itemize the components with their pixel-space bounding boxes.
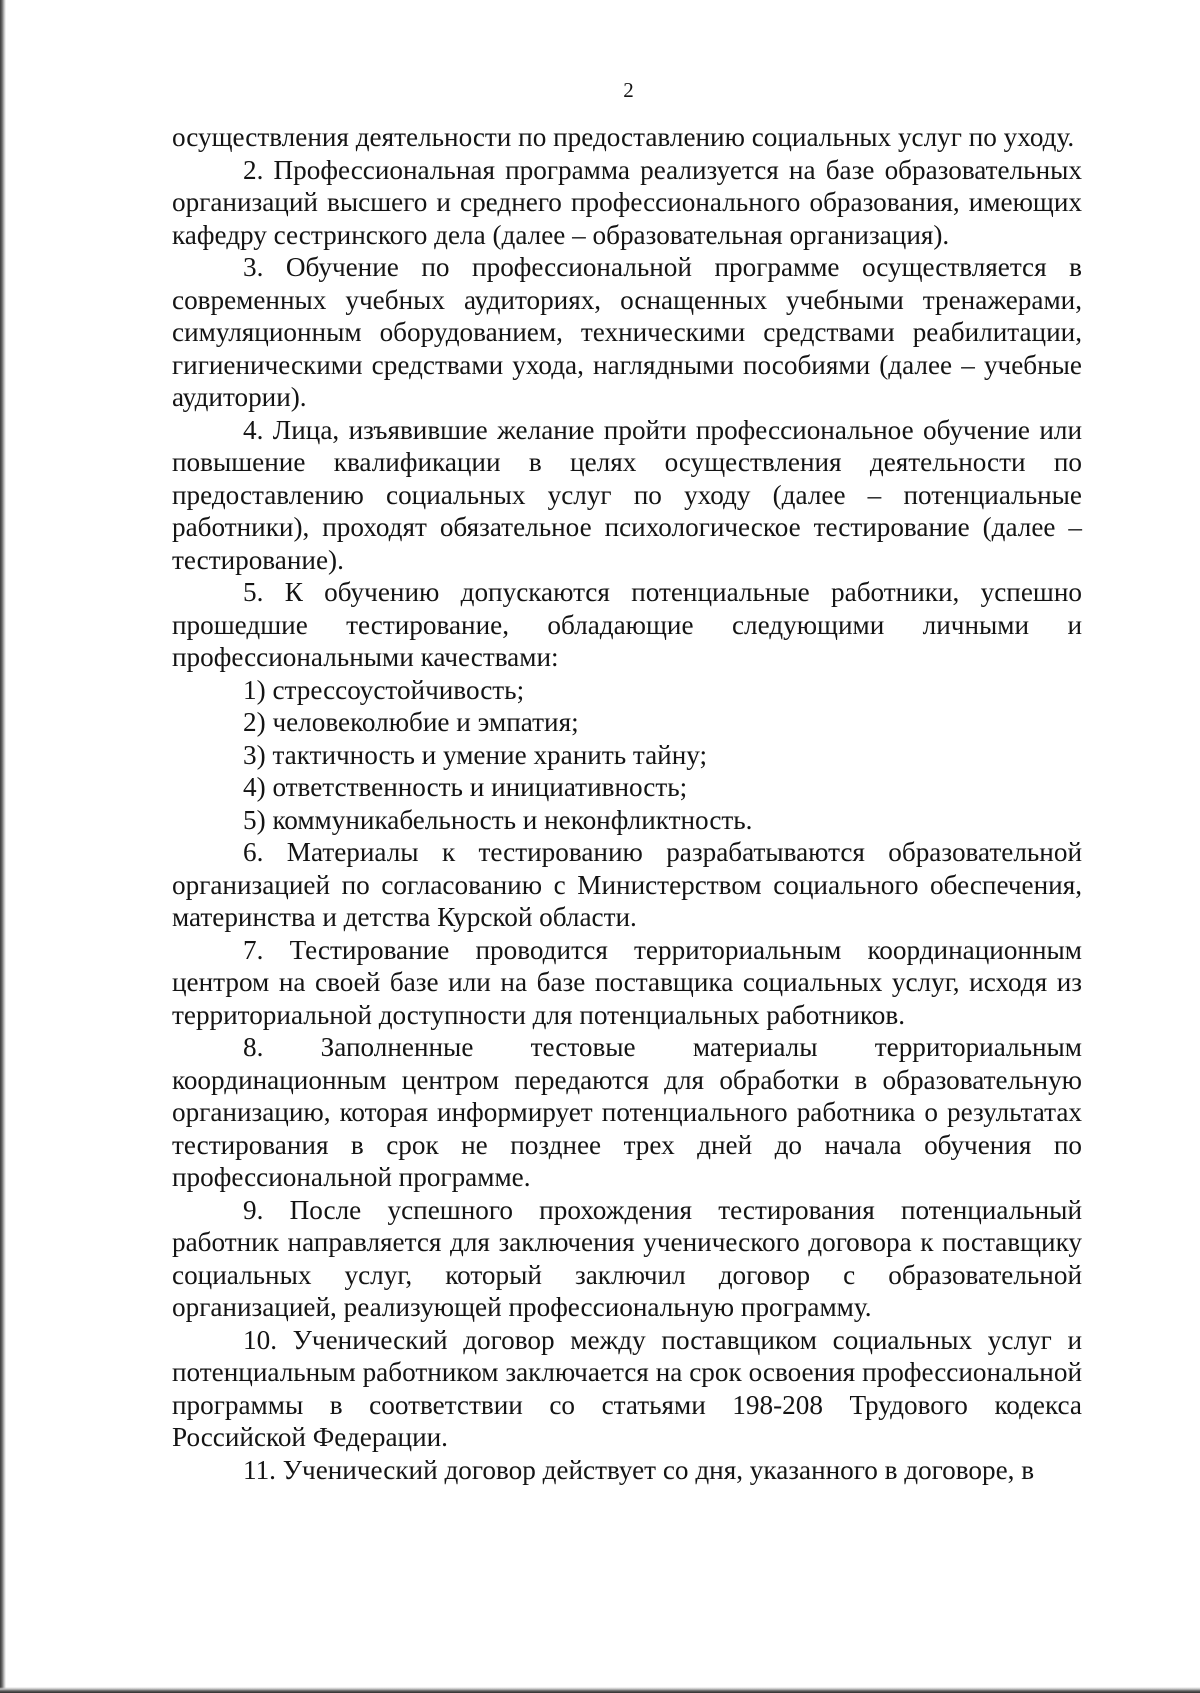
list-item: 2) человеколюбие и эмпатия;	[243, 707, 579, 737]
paragraph-item-3: 3. Обучение по профессиональной программе осуществляется в современных учебных аудиториях, оснащенных учебными тренажерами, симуляционным оборудованием, техническими средствами реабилитации, гигиеническими средствами ухода, наглядными пособиями (далее – учебные аудитории).	[172, 252, 1082, 412]
paragraph-item-2: 2. Профессиональная программа реализуется на базе образовательных организаций высшего и среднего профессионального образования, имеющих кафедру сестринского дела (далее – образовательная организация).	[172, 154, 1082, 250]
paragraph-item-9: 9. После успешного прохождения тестирования потенциальный работник направляется для заключения ученического договора к поставщику социальных услуг, который заключил договор с образовательной организацией, реализующей профессиональную программу.	[172, 1194, 1082, 1322]
qualities-list	[172, 674, 1082, 837]
paragraph-item-8: 8. Заполненные тестовые материалы территориальным координационным центром передаются для обработки в образовательную организацию, которая информирует потенциального работника о результатах тестирования в срок не позднее трех дней до начала обучения по профессиональной программе.	[172, 1032, 1082, 1192]
list-item: 1) стрессоустойчивость;	[243, 674, 525, 705]
paragraph-item-6: 6. Материалы к тестированию разрабатываются образовательной организацией по согласованию с Министерством социального обеспечения, материнства и детства Курской области.	[172, 837, 1082, 932]
document-body	[172, 121, 1082, 1486]
paragraph-item-5: 5. К обучению допускаются потенциальные работники, успешно прошедшие тестирование, обладающие следующими личными и профессиональными качествами:	[172, 577, 1082, 672]
list-item: 3) тактичность и умение хранить тайну;	[243, 739, 708, 770]
page-number: 2	[623, 78, 634, 102]
paragraph-item-7: 7. Тестирование проводится территориальным координационным центром на своей базе или на базе поставщика социальных услуг, исходя из территориальной доступности для потенциальных работников.	[172, 934, 1082, 1030]
list-item: 4) ответственность и инициативность;	[243, 772, 688, 802]
paragraph-item-4: 4. Лица, изъявившие желание пройти профессиональное обучение или повышение квалификации в целях осуществления деятельности по предоставлению социальных услуг по уходу (далее – потенциальные работники), проходят обязательное психологическое тестирование (далее – тестирование).	[172, 414, 1082, 575]
paragraph-continuation: осуществления деятельности по предоставлению социальных услуг по уходу.	[172, 122, 1075, 152]
scan-edge-bottom	[0, 1687, 1200, 1693]
scan-edge-left	[0, 0, 6, 1693]
paragraph-item-10: 10. Ученический договор между поставщиком социальных услуг и потенциальным работником заключается на срок освоения профессиональной программы в соответствии со статьями 198-208 Трудового кодекса Российской Федерации.	[172, 1324, 1082, 1452]
list-item: 5) коммуникабельность и неконфликтность.	[243, 804, 753, 835]
paragraph-item-11: 11. Ученический договор действует со дня, указанного в договоре, в	[243, 1454, 1035, 1485]
